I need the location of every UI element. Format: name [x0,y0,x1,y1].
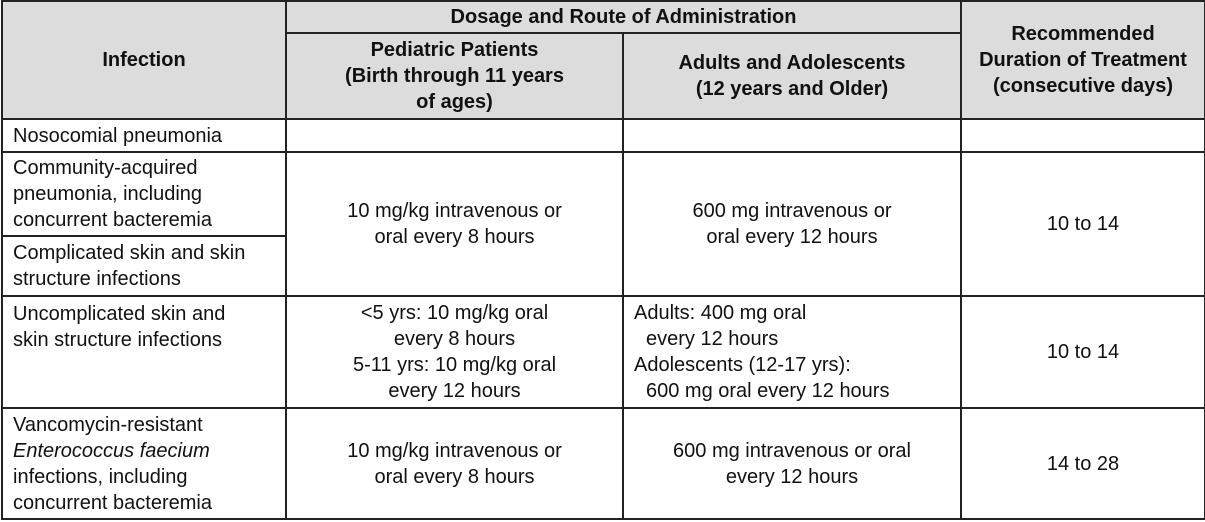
cell-nosocomial-duration [961,119,1205,152]
header-pediatric: Pediatric Patients (Birth through 11 years of ages) [286,33,623,119]
cell-community-infection: Community-acquired pneumonia, including concurrent bacteremia [2,152,286,236]
header-duration: Recommended Duration of Treatment (consecutive days) [961,1,1205,119]
cell-shared-pediatric: 10 mg/kg intravenous or oral every 8 hours [286,152,623,296]
header-adults: Adults and Adolescents (12 years and Older) [623,33,961,119]
cell-uncomplicated-infection: Uncomplicated skin and skin structure infections [2,296,286,408]
cell-shared-adult: 600 mg intravenous or oral every 12 hours [623,152,961,296]
cell-nosocomial-adult [623,119,961,152]
cell-nosocomial-pediatric [286,119,623,152]
header-dosage-group: Dosage and Route of Administration [286,1,961,33]
cell-shared-duration: 10 to 14 [961,152,1205,296]
cell-uncomplicated-pediatric: <5 yrs: 10 mg/kg oral every 8 hours 5-11 yrs: 10 mg/kg oral every 12 hours [286,296,623,408]
cell-nosocomial-infection: Nosocomial pneumonia [2,119,286,152]
organism-name: Enterococcus faecium [13,439,210,462]
dosage-table [1,0,1205,520]
cell-vre-duration: 14 to 28 [961,408,1205,519]
cell-vre-infection: Vancomycin-resistant Enterococcus faecium infections, including concurrent bacteremia [2,408,286,519]
header-infection: Infection [2,1,286,119]
cell-vre-adult: 600 mg intravenous or oral every 12 hours [623,408,961,519]
cell-uncomplicated-adult: Adults: 400 mg oral every 12 hours Adolescents (12-17 yrs): 600 mg oral every 12 hours [623,296,961,408]
cell-uncomplicated-duration: 10 to 14 [961,296,1205,408]
cell-complicated-infection: Complicated skin and skin structure infections [2,236,286,296]
cell-vre-pediatric: 10 mg/kg intravenous or oral every 8 hours [286,408,623,519]
